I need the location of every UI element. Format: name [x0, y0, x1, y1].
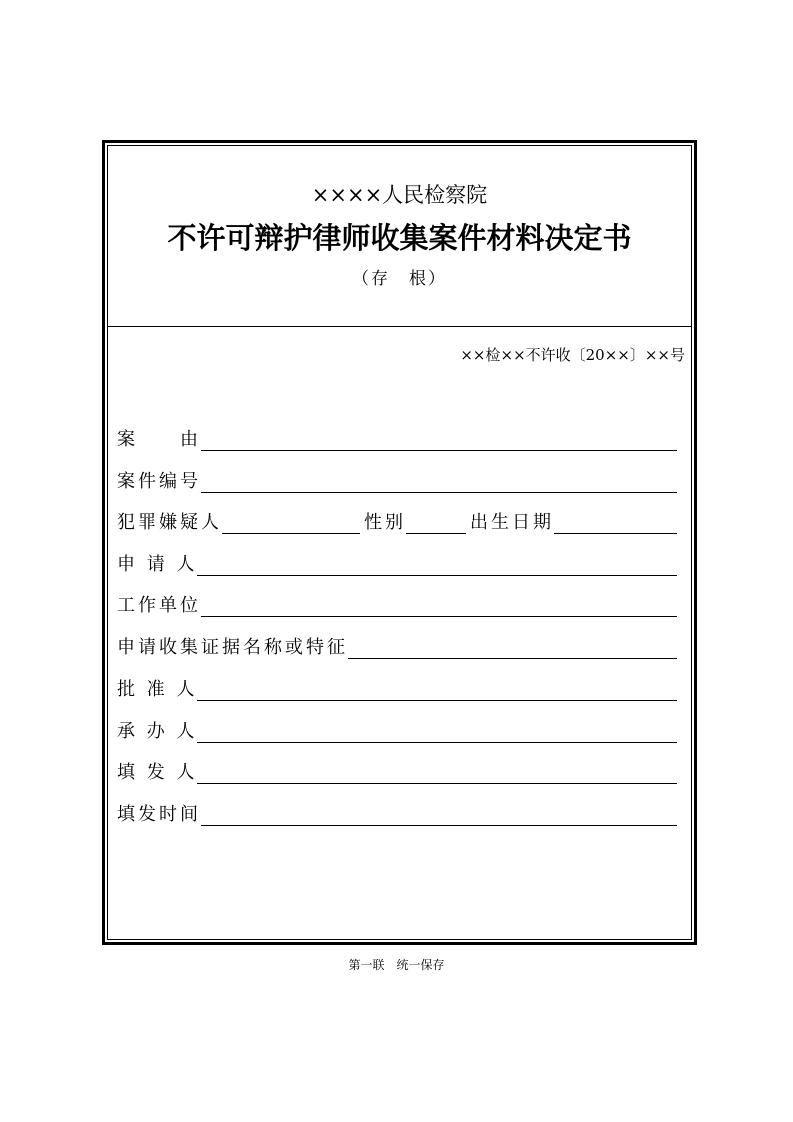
label-applicant: 申 请 人 — [117, 554, 198, 575]
label-approver: 批 准 人 — [117, 679, 198, 700]
input-gender[interactable] — [406, 513, 466, 534]
input-issuer[interactable] — [197, 763, 677, 784]
label-evidence: 申请收集证据名称或特征 — [117, 637, 348, 658]
field-applicant — [117, 552, 677, 576]
label-birth-date: 出生日期 — [470, 512, 554, 533]
field-suspect — [117, 510, 677, 534]
document-number: ××检××不许收〔20××〕××号 — [460, 346, 685, 364]
field-evidence — [117, 635, 677, 659]
field-approver — [117, 677, 677, 701]
input-case-number[interactable] — [201, 472, 677, 493]
stub-label: （存 根） — [352, 269, 447, 289]
form-inner-border — [107, 145, 692, 940]
label-suspect: 犯罪嫌疑人 — [117, 512, 222, 533]
field-issuer — [117, 760, 677, 784]
input-issue-time[interactable] — [201, 805, 677, 826]
label-case-cause: 案 由 — [117, 429, 201, 450]
document-title: 不许可辩护律师收集案件材料决定书 — [167, 221, 632, 255]
label-gender: 性别 — [364, 512, 406, 533]
field-case-number — [117, 469, 677, 493]
field-handler — [117, 719, 677, 743]
input-handler[interactable] — [197, 722, 677, 743]
footer-note: 第一联 统一保存 — [348, 958, 445, 972]
input-work-unit[interactable] — [201, 596, 677, 617]
field-case-cause — [117, 427, 677, 451]
field-issue-time — [117, 802, 677, 826]
field-work-unit — [117, 593, 677, 617]
input-applicant[interactable] — [197, 555, 677, 576]
input-suspect[interactable] — [222, 513, 360, 534]
input-approver[interactable] — [197, 680, 677, 701]
divider — [108, 326, 691, 327]
label-work-unit: 工作单位 — [117, 595, 201, 616]
form-frame — [102, 140, 697, 945]
input-evidence[interactable] — [348, 638, 677, 659]
label-issue-time: 填发时间 — [117, 804, 201, 825]
label-issuer: 填 发 人 — [117, 762, 198, 783]
label-case-number: 案件编号 — [117, 471, 201, 492]
court-name: ××××人民检察院 — [311, 183, 488, 207]
input-case-cause[interactable] — [201, 430, 677, 451]
input-birth-date[interactable] — [554, 513, 677, 534]
label-handler: 承 办 人 — [117, 721, 198, 742]
